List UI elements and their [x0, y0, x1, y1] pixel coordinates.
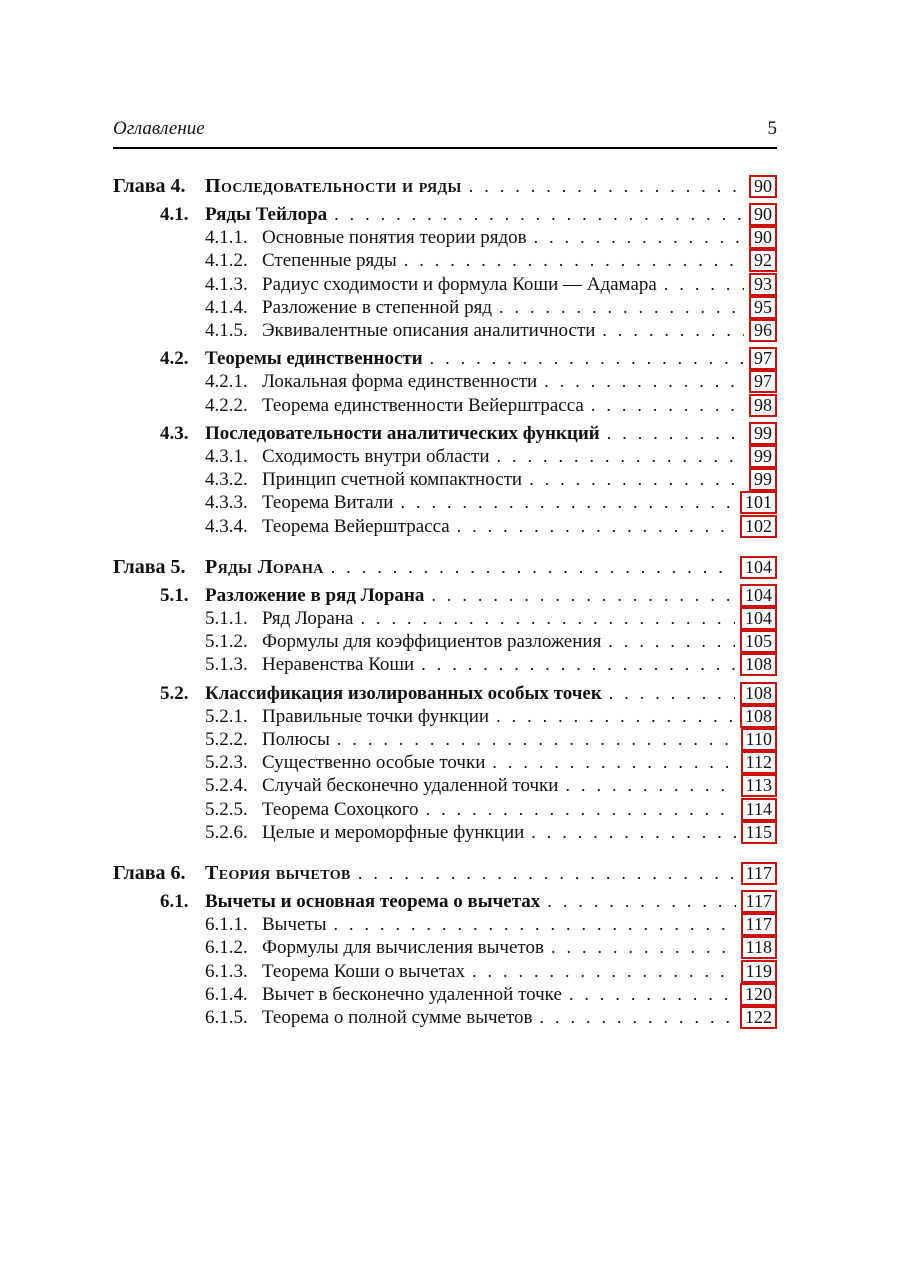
entry-label: 5.1. — [160, 584, 189, 606]
entry-label: 5.1.1. — [205, 608, 248, 630]
leader-dots — [400, 491, 735, 514]
entry-title: Теорема Коши о вычетах — [262, 960, 466, 982]
entry-title: Ряды Тейлора — [205, 204, 328, 225]
entry-label: 5.2.1. — [205, 705, 248, 727]
page-link[interactable]: 117 — [741, 862, 777, 885]
leader-dots — [457, 515, 735, 538]
entry-title: Теорема единственности Вейерштрасса — [262, 394, 584, 416]
page-link[interactable]: 119 — [741, 960, 777, 983]
leader-dots — [472, 960, 736, 983]
entry-label: 4.1. — [160, 204, 189, 225]
page-link[interactable]: 98 — [749, 394, 777, 417]
entry-title: Радиус сходимости и формула Коши — Адамара — [262, 273, 657, 295]
entry-label: 6.1.3. — [205, 960, 248, 982]
entry-title: Теорема о полной сумме вычетов — [262, 1007, 533, 1029]
leader-dots — [664, 273, 744, 296]
entry-title: Теорема Вейерштрасса — [262, 515, 450, 537]
toc-entry — [113, 584, 777, 607]
toc-entry — [113, 936, 777, 959]
leader-dots — [591, 394, 744, 417]
entry-label: 6.1.1. — [205, 914, 248, 936]
leader-dots — [426, 798, 736, 821]
leader-dots — [569, 983, 735, 1006]
leader-dots — [492, 751, 735, 774]
entry-label: Глава 4. — [113, 175, 186, 197]
entry-label: 4.3.1. — [205, 446, 248, 468]
header-title: Оглавление — [113, 118, 205, 139]
toc-entry — [113, 226, 777, 249]
toc-entry — [113, 370, 777, 393]
page-link[interactable]: 99 — [749, 422, 777, 445]
entry-label: 6.1.5. — [205, 1007, 248, 1029]
page-link[interactable]: 101 — [740, 491, 777, 514]
toc-entry — [113, 515, 777, 538]
entry-title: Разложение в степенной ряд — [262, 296, 492, 318]
toc-list — [113, 149, 777, 1029]
page-link[interactable]: 97 — [749, 370, 777, 393]
page-link[interactable]: 122 — [740, 1006, 777, 1029]
leader-dots — [334, 203, 744, 226]
leader-dots — [431, 584, 735, 607]
page-link[interactable]: 95 — [749, 296, 777, 319]
entry-label: 5.2.5. — [205, 798, 248, 820]
entry-title: Теоремы единственности — [205, 348, 423, 370]
entry-title: Вычеты и основная теорема о вычетах — [205, 891, 541, 913]
header-page-number: 5 — [767, 118, 777, 139]
entry-title: Сходимость внутри области — [262, 446, 490, 468]
toc-entry — [113, 249, 777, 272]
toc-entry — [113, 682, 777, 705]
entry-title: Эквивалентные описания аналитичности — [262, 320, 596, 342]
toc-entry — [113, 445, 777, 468]
page-link[interactable]: 118 — [741, 936, 777, 959]
leader-dots — [497, 445, 745, 468]
entry-title: Разложение в ряд Лорана — [205, 584, 425, 606]
entry-title: Вычет в бесконечно удаленной точке — [262, 983, 562, 1005]
leader-dots — [539, 1006, 735, 1029]
page-link[interactable]: 90 — [749, 203, 777, 226]
leader-dots — [531, 821, 735, 844]
entry-label: 4.1.1. — [205, 227, 248, 249]
toc-entry — [113, 491, 777, 514]
toc-entry — [113, 555, 777, 579]
entry-title: Степенные ряды — [262, 250, 397, 272]
entry-label: 4.3.4. — [205, 515, 248, 537]
entry-label: 4.2.2. — [205, 394, 248, 416]
leader-dots — [334, 913, 736, 936]
entry-title: Ряды Лорана — [205, 555, 324, 578]
entry-label: 4.3.3. — [205, 492, 248, 514]
entry-label: 4.1.5. — [205, 320, 248, 342]
entry-label: 4.1.3. — [205, 273, 248, 295]
toc-entry — [113, 347, 777, 370]
toc-entry — [113, 174, 777, 198]
page-link[interactable]: 104 — [740, 584, 777, 607]
leader-dots — [360, 607, 735, 630]
entry-label: Глава 6. — [113, 862, 186, 885]
toc-entry — [113, 319, 777, 342]
page-link[interactable]: 108 — [740, 705, 777, 728]
entry-title: Существенно особые точки — [262, 752, 486, 774]
entry-label: 5.2.2. — [205, 729, 248, 751]
entry-title: Теорема Сохоцкого — [262, 798, 419, 820]
entry-title: Неравенства Коши — [262, 654, 415, 676]
entry-label: 4.1.4. — [205, 296, 248, 318]
entry-title: Теория вычетов — [205, 862, 351, 885]
toc-entry — [113, 798, 777, 821]
page-link[interactable]: 90 — [749, 226, 777, 249]
toc-entry — [113, 203, 777, 226]
toc-entry — [113, 394, 777, 417]
entry-title: Формулы для коэффициентов разложения — [262, 631, 602, 653]
leader-dots — [609, 682, 735, 705]
entry-title: Формулы для вычисления вычетов — [262, 937, 544, 959]
entry-title: Теорема Витали — [262, 492, 394, 514]
entry-title: Полюсы — [262, 729, 330, 751]
entry-label: 4.3. — [160, 422, 189, 444]
leader-dots — [607, 422, 744, 445]
toc-entry — [113, 960, 777, 983]
leader-dots — [529, 468, 744, 491]
page-link[interactable]: 92 — [749, 249, 777, 272]
entry-label: 4.1.2. — [205, 250, 248, 272]
entry-label: 5.1.3. — [205, 654, 248, 676]
page-link[interactable]: 90 — [749, 175, 777, 198]
entry-title: Последовательности и ряды — [205, 175, 462, 197]
entry-label: 5.2.6. — [205, 821, 248, 843]
page-link[interactable]: 97 — [749, 347, 777, 370]
page-link[interactable]: 104 — [740, 556, 777, 579]
toc-entry — [113, 296, 777, 319]
toc-entry — [113, 705, 777, 728]
toc-entry — [113, 774, 777, 797]
page-link[interactable]: 108 — [740, 682, 777, 705]
toc-entry — [113, 861, 777, 885]
leader-dots — [496, 705, 735, 728]
entry-label: 4.2. — [160, 348, 189, 370]
entry-label: 5.2.3. — [205, 752, 248, 774]
page-link[interactable]: 113 — [741, 774, 777, 797]
running-header — [113, 118, 777, 149]
leader-dots — [337, 728, 736, 751]
entry-label: 5.2.4. — [205, 775, 248, 797]
leader-dots — [469, 174, 744, 198]
leader-dots — [430, 347, 744, 370]
entry-title: Целые и мероморфные функции — [262, 821, 525, 843]
page-link[interactable]: 120 — [740, 983, 777, 1006]
leader-dots — [331, 555, 735, 579]
page-link[interactable]: 104 — [740, 607, 777, 630]
entry-title: Вычеты — [262, 914, 327, 936]
leader-dots — [602, 319, 744, 342]
entry-label: 4.3.2. — [205, 469, 248, 491]
leader-dots — [547, 890, 735, 913]
entry-label: Глава 5. — [113, 555, 186, 578]
toc-entry — [113, 728, 777, 751]
page-link[interactable]: 114 — [741, 798, 777, 821]
entry-label: 6.1.4. — [205, 983, 248, 1005]
page-link[interactable]: 99 — [749, 468, 777, 491]
toc-entry — [113, 607, 777, 630]
toc-entry — [113, 1006, 777, 1029]
entry-title: Локальная форма единственности — [262, 371, 538, 393]
toc-entry — [113, 751, 777, 774]
leader-dots — [404, 249, 744, 272]
toc-entry — [113, 913, 777, 936]
leader-dots — [565, 774, 735, 797]
entry-title: Основные понятия теории рядов — [262, 227, 527, 249]
toc-entry — [113, 653, 777, 676]
leader-dots — [551, 936, 736, 959]
toc-entry — [113, 273, 777, 296]
entry-title: Классификация изолированных особых точек — [205, 682, 602, 704]
page-link[interactable]: 108 — [740, 653, 777, 676]
entry-label: 6.1. — [160, 891, 189, 913]
page-link[interactable]: 96 — [749, 319, 777, 342]
page-link[interactable]: 115 — [741, 821, 777, 844]
entry-title: Принцип счетной компактности — [262, 469, 523, 491]
leader-dots — [544, 370, 744, 393]
page-link[interactable]: 112 — [741, 751, 777, 774]
entry-label: 5.2. — [160, 682, 189, 704]
entry-title: Случай бесконечно удаленной точки — [262, 775, 559, 797]
page-link[interactable]: 99 — [749, 445, 777, 468]
toc-entry — [113, 422, 777, 445]
entry-label: 5.1.2. — [205, 631, 248, 653]
entry-label: 6.1.2. — [205, 937, 248, 959]
entry-title: Ряд Лорана — [262, 608, 354, 630]
toc-entry — [113, 821, 777, 844]
page-link[interactable]: 117 — [741, 913, 777, 936]
page-link[interactable]: 117 — [741, 890, 777, 913]
page-link[interactable]: 93 — [749, 273, 777, 296]
entry-label: 4.2.1. — [205, 371, 248, 393]
entry-title: Правильные точки функции — [262, 705, 490, 727]
toc-entry — [113, 983, 777, 1006]
leader-dots — [358, 861, 736, 885]
page-link[interactable]: 102 — [740, 515, 777, 538]
entry-title: Последовательности аналитических функций — [205, 422, 600, 444]
toc-entry — [113, 890, 777, 913]
leader-dots — [421, 653, 735, 676]
leader-dots — [608, 630, 735, 653]
leader-dots — [534, 226, 744, 249]
leader-dots — [499, 296, 744, 319]
toc-entry — [113, 630, 777, 653]
page-link[interactable]: 105 — [740, 630, 777, 653]
toc-entry — [113, 468, 777, 491]
page-link[interactable]: 110 — [741, 728, 777, 751]
